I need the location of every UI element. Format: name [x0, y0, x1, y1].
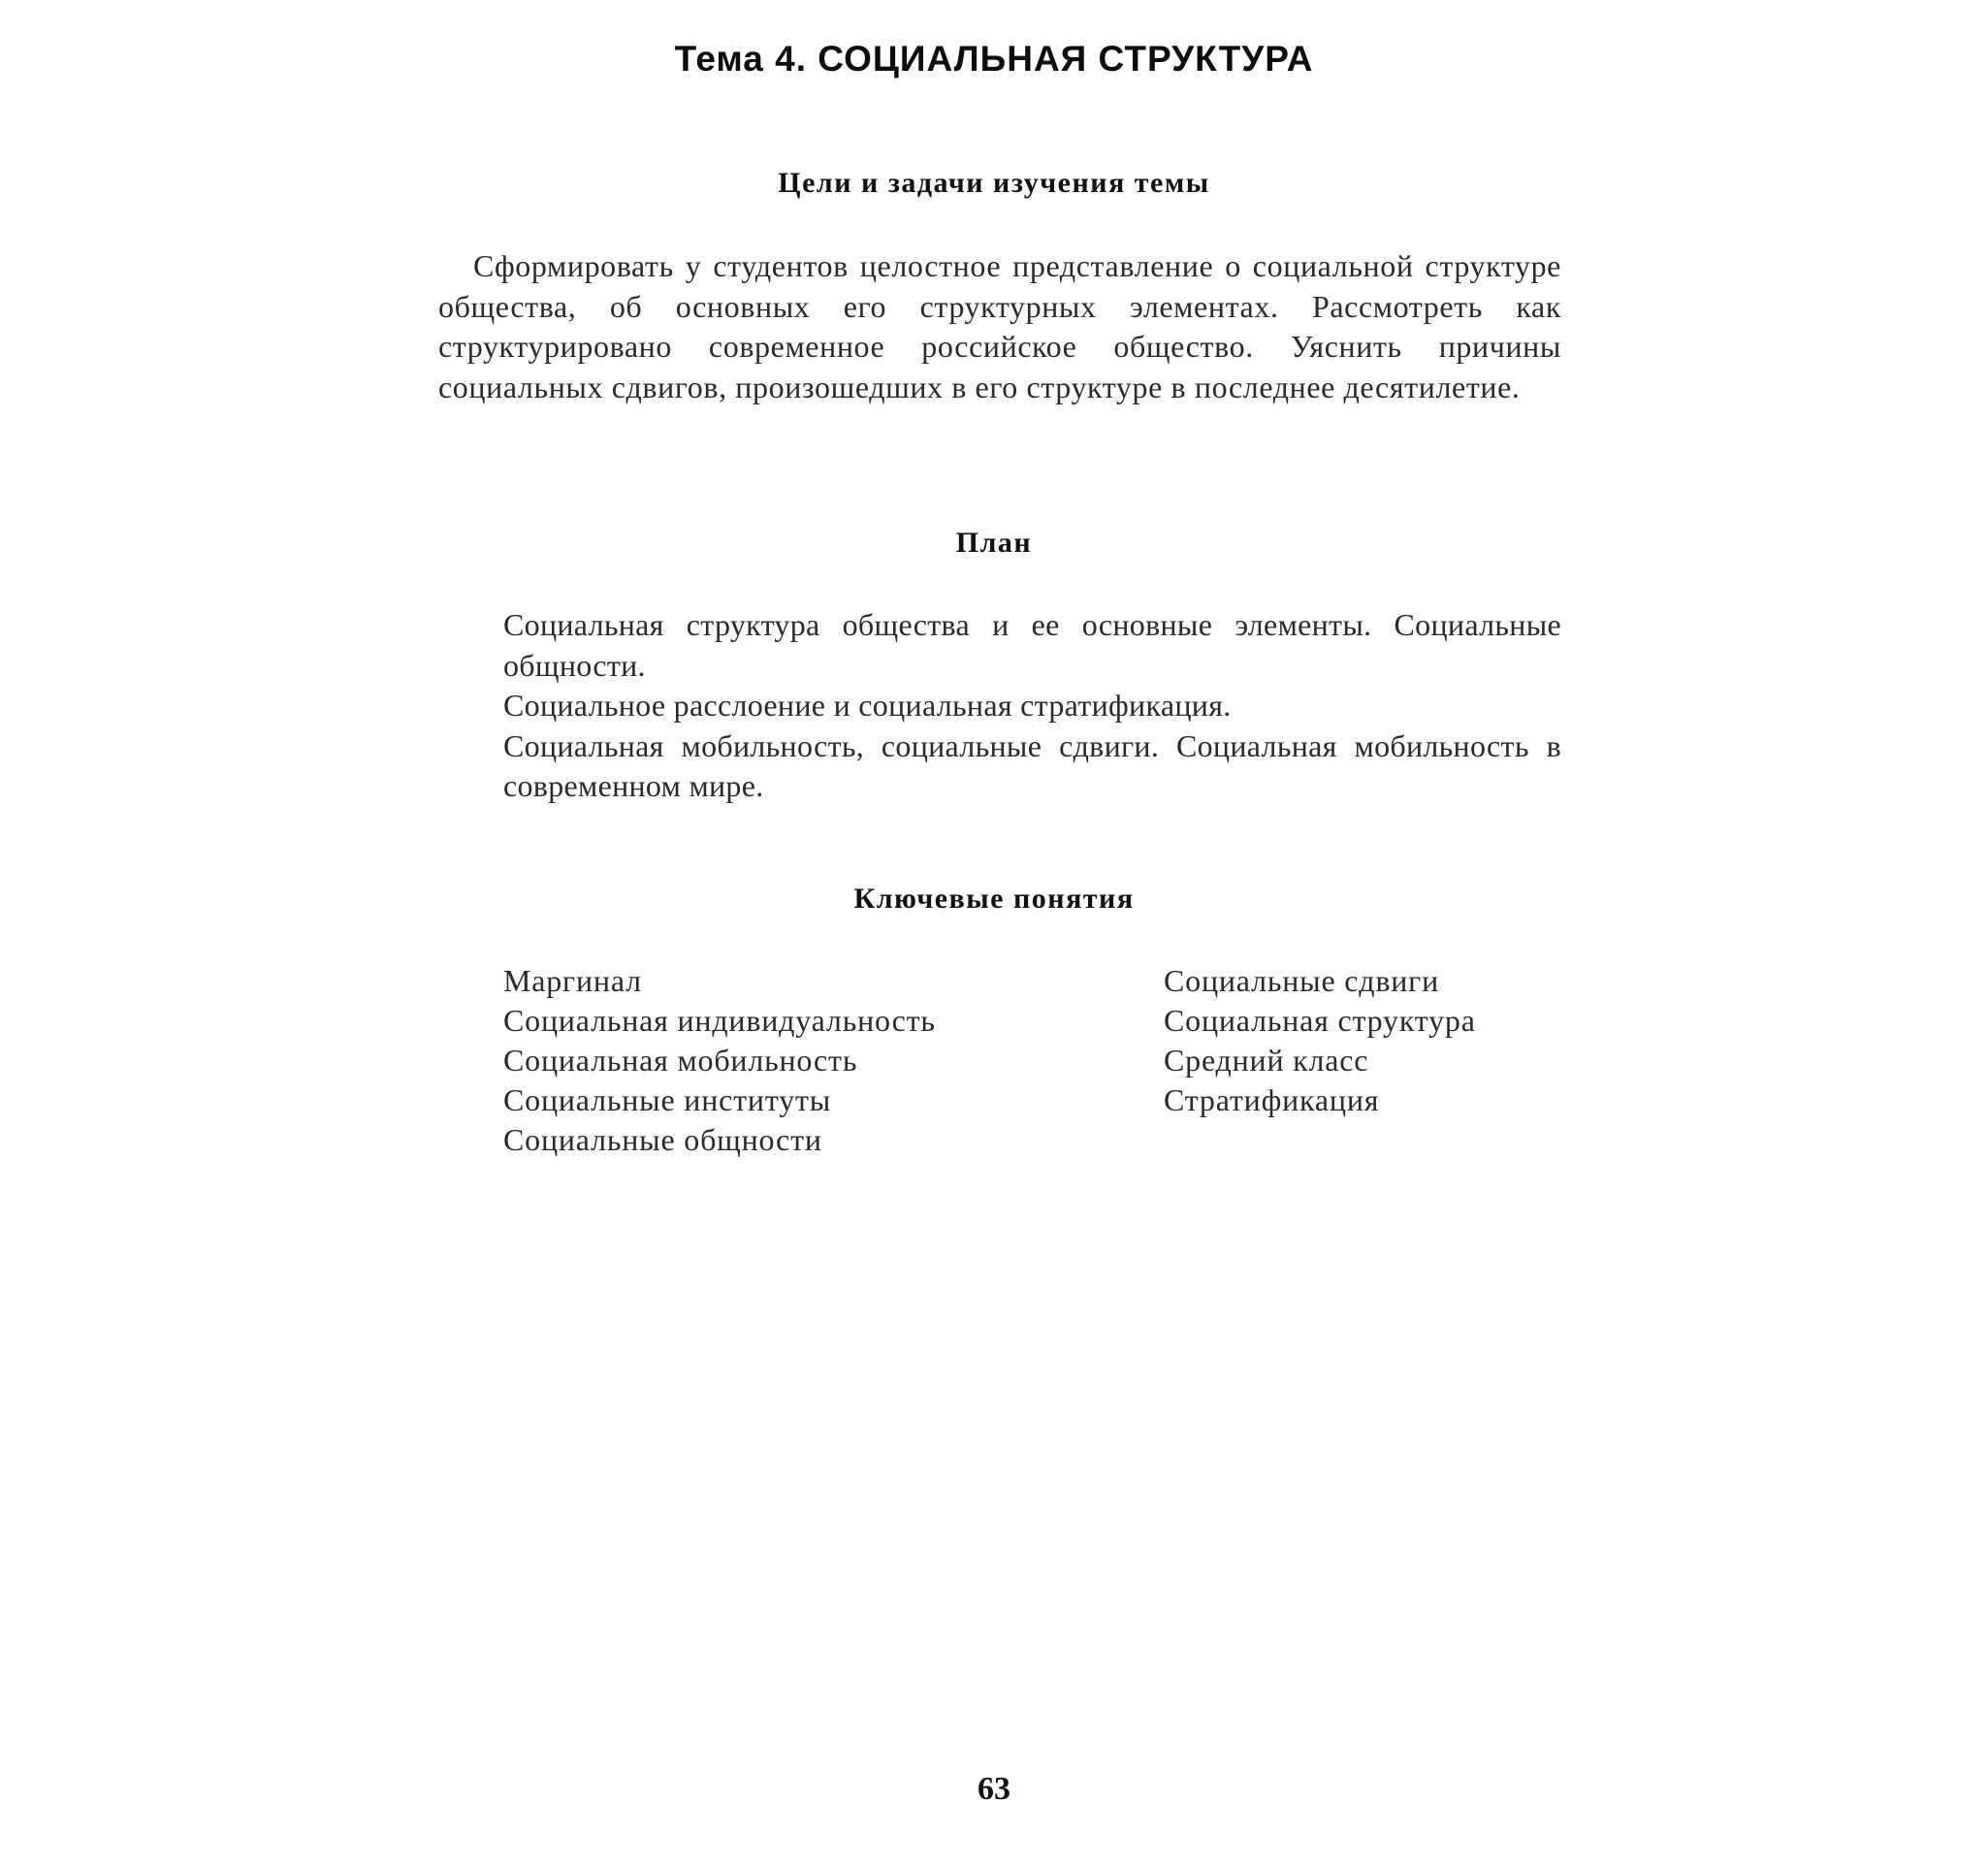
topic-title: Тема 4. СОЦИАЛЬНАЯ СТРУКТУРА [674, 39, 1314, 79]
concept-item: Стратификация [1164, 1082, 1380, 1117]
goals-paragraph: Сформировать у студентов целостное представление о социальной структуре общества, об основных его структурных элементах. Рассмотреть как структурировано современное российское общество. Уяснить причины социальных сдвигов, произошедших в его структуре в последнее десятилетие. [438, 248, 1561, 404]
plan-item: Социальная структура общества и ее основные элементы. Социальные общности. [503, 607, 1561, 683]
concept-item: Маргинал [503, 963, 642, 998]
goals-heading: Цели и задачи изучения темы [778, 167, 1210, 199]
plan-item: Социальное расслоение и социальная стратификация. [503, 688, 1232, 723]
plan-heading: План [955, 527, 1033, 559]
concept-item: Социальная индивидуальность [503, 1003, 936, 1038]
concepts-list-right [1164, 961, 1476, 1120]
concept-item: Социальные институты [503, 1082, 832, 1117]
concepts-list-left [503, 961, 936, 1160]
concept-item: Средний класс [1164, 1043, 1369, 1078]
plan-list [503, 605, 1561, 807]
concept-item: Социальная структура [1164, 1003, 1476, 1038]
concept-item: Социальные общности [503, 1122, 822, 1157]
concept-item: Социальная мобильность [503, 1043, 858, 1078]
concept-item: Социальные сдвиги [1164, 963, 1440, 998]
page-number: 63 [978, 1771, 1010, 1807]
plan-item: Социальная мобильность, социальные сдвиги. Социальная мобильность в современном мире. [503, 727, 1561, 803]
concepts-heading: Ключевые понятия [853, 883, 1135, 915]
